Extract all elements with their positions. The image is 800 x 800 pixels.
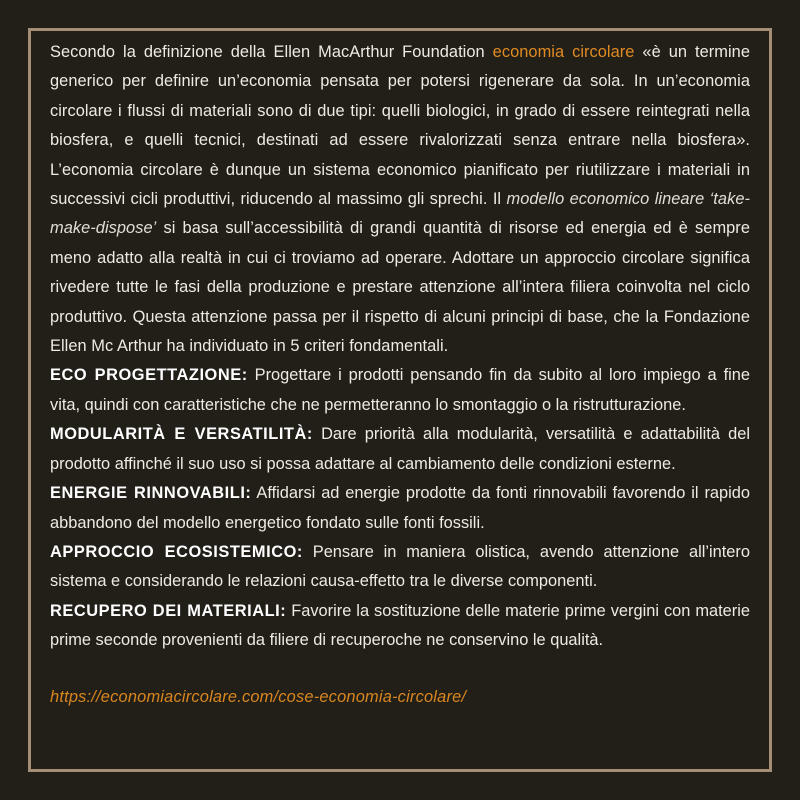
- criterion-item: [50, 538, 750, 597]
- criterion-description: Pensare in maniera olistica, avendo attenzione all’intero sistema e considerando le relazioni causa-effetto tra le diverse componenti.: [50, 542, 750, 591]
- criterion-heading: RECUPERO DEI MATERIALI:: [50, 601, 287, 620]
- criterion-heading: MODULARITÀ E VERSATILITÀ:: [50, 425, 313, 444]
- source-url-link[interactable]: https://economiacircolare.com/cose-economia-circolare/: [50, 687, 467, 706]
- intro-text-part-1: Secondo la definizione della Ellen MacArthur Foundation: [50, 43, 493, 61]
- criterion-description: Progettare i prodotti pensando fin da subito al loro impiego a fine vita, quindi con caratteristiche che ne permetteranno lo smontaggio o la ristrutturazione.: [50, 366, 750, 414]
- criterion-heading: ECO PROGETTAZIONE:: [50, 366, 248, 385]
- criterion-item: [50, 420, 750, 479]
- criterion-heading: APPROCCIO ECOSISTEMICO:: [50, 542, 303, 561]
- criterion-item: [50, 361, 750, 420]
- criterion-description: Affidarsi ad energie prodotte da fonti rinnovabili favorendo il rapido abbandono del modello energetico fondato sulle fonti fossili.: [50, 484, 751, 532]
- criterion-item: [50, 597, 750, 656]
- criterion-description: Favorire la sostituzione delle materie prime vergini con materie prime seconde provenienti da filiere di recuperoche ne conservino le qualità.: [50, 601, 750, 650]
- intro-paragraph: [50, 38, 750, 361]
- intro-text-part-3: si basa sull’accessibilità di grandi quantità di risorse ed energia ed è sempre meno adatto alla realtà in cui ci troviamo ad operare. Adottare un approccio circolare significa rivedere tutte le fasi della produzione e prestare attenzione all’intera filiera coinvolta nel ciclo produttivo. Questa attenzione passa per il rispetto di alcuni principi di base, che la Fondazione Ellen Mc Arthur ha individuato in 5 criteri fondamentali.: [50, 219, 750, 356]
- intro-text-part-2: «è un termine generico per definire un’economia pensata per potersi rigenerare da sola. In un’economia circolare i flussi di materiali sono di due tipi: quelli biologici, in grado di essere reintegrati nella biosfera, e quelli tecnici, destinati ad essere rivalorizzati senza entrare nella biosfera». L’economia circolare è dunque un sistema economico pianificato per riutilizzare i materiali in successivi cicli produttivi, riducendo al massimo gli sprechi. Il: [50, 43, 750, 209]
- criterion-heading: ENERGIE RINNOVABILI:: [50, 484, 252, 503]
- italic-term-modello-lineare: modello economico lineare ‘take-make-dispose’: [50, 190, 750, 238]
- criteria-list: [50, 361, 750, 655]
- criterion-item: [50, 479, 750, 538]
- accent-term-economia-circolare: economia circolare: [492, 43, 635, 61]
- text-content-area: [50, 38, 750, 710]
- criterion-description: Dare priorità alla modularità, versatilità e adattabilità del prodotto affinché il suo uso si possa adattare al cambiamento delle condizioni esterne.: [50, 425, 750, 473]
